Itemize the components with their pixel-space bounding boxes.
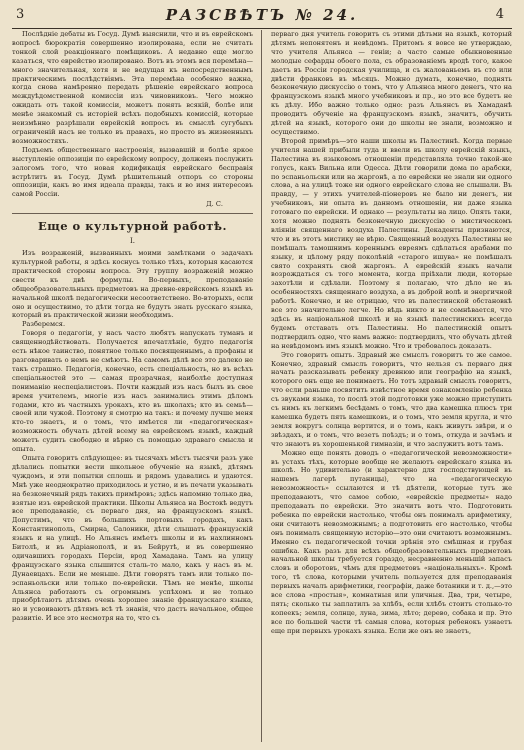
intro-paragraph: Послѣдніе дебаты въ Госуд. Думѣ выяснили, что и въ еврейскомъ вопросѣ бюрократія совершенно изолирована, если не считать тонкой слой реакціоннаго помѣщиковъ. А недавно еще могло казаться, что еврейство изолировано. Вотъ въ этомъ вся перемѣна—много значительная, хотя и не ведущая къ непосредственнымъ практическимъ послѣдствіямъ. Эта перемѣна особенно важна, когда снова намѣренно передать рѣшеніе еврейскаго вопроса междуѣдомственной комиссіи изъ чиновниковъ. Чего можно ожидать отъ такой комиссіи, можетъ понять всякій, болѣе или менѣе знакомый съ исторіей всѣхъ подобныхъ комиссій, которые неизмѣнно разрѣшали еврейскій вопросъ въ смыслѣ сугубыхъ ограниченій насъ не только въ правахъ, но просто въ жизненныхъ возможностяхъ. bbox=[12, 30, 253, 145]
section-separator bbox=[12, 213, 253, 214]
columns bbox=[12, 30, 512, 636]
body-paragraph: Говоря о педагогіи, у насъ часто любятъ напускать туманъ и священнодѣйствовать. Получается впечатлѣніе, будто педагогія есть нѣкое таинство, понятное только посвященнымъ, а профаны и разговаривать о немъ не смѣютъ. На самомъ дѣлѣ все это далеко не такъ страшно. Педагогія, конечно, есть спеціальность, но въ всѣхъ спеціальностей это — самая прозрачная, наиболѣе доступная пониманію неспеціалистовъ. Почти каждый изъ насъ былъ въ свое время учителемъ, многіе изъ насъ занимались этимъ дѣломъ годами, кто въ частныхъ урокахъ, кто въ школахъ; кто въ семьѣ—своей или чужой. Поэтому я смотрю на такъ: и почему лучше меня кто-то знаетъ, и о томъ, что имѣется ли «педагогическая» возможность обучать дѣтей всему на еврейскомъ языкѣ, каждый можетъ судить свободно и вѣрно съ помощью здраваго смысла и опыта. bbox=[12, 329, 253, 454]
body-paragraph: Опыта говоритъ слѣдующее: въ тысячахъ мѣстъ тысячи разъ уже дѣлались попытки вести школьное обученіе на языкѣ, дѣтямъ чуждомъ, и эти попытки сплошь и рядомъ удавались и удаются. Мнѣ уже неоднократно приходилось и устно, и въ печати указывать на безконечный рядъ такихъ примѣровъ; здѣсь напомню только два, взятые изъ еврейской практики. Школы Альянса на Востокѣ ведутъ все преподаваніе, съ перваго дня, на французскомъ языкѣ. Допустимъ, что въ большихъ портовыхъ городахъ, какъ Константинополь, Смирна, Салоники, дѣти слышатъ французскій языкъ и на улицѣ. Но Альянсъ имѣетъ школы и въ нахлинномъ Битолѣ, и въ Адріанополѣ, и въ Бейрутѣ, и въ совершенно одичавшихъ городахъ Персіи, врод Хамадана. Тамъ на улицу французскаго языка слышится сталь-то мало, какъ у насъ въ м. Дунаевцахъ. Если не меньше. Дѣти говорятъ тамъ или только по-эспаньольски или только по-еврейски. Тѣмъ не менѣе, школы Альянса работаютъ съ огромнымъ успѣхомъ и не только приобрѣтаютъ дѣтямъ очень хорошее знаніе французскаго языка, но и усвоиваютъ дѣтямъ всѣ тѣ знанія, что дастъ начальное, общее развитіе. И все это несмотря на то, что съ bbox=[12, 453, 253, 623]
intro-paragraph: Подъемъ общественнаго настроенія, вызвавшій и болѣе яркое выступленіе оппозиціи по еврейскому вопросу, долженъ послужить залогомъ того, что новая кодификація еврейскаго бесправія встрѣтитъ въ Госуд. Думѣ рѣшительный отпоръ со стороны оппозиціи, какъ во имя идеала правды, такъ и во имя интересовъ самой Россіи. bbox=[12, 145, 253, 199]
body-paragraph: перваго дня учитель говоритъ съ этими дѣтьми на языкѣ, который дѣтямъ непонятенъ и невѣдомъ. Притомъ я вовсе не утверждаю, что учителя Альянса — геніи; а часто самые обыкновенные молодые сефарды обоего пола, съ образованіемъ вродѣ того, какое даетъ въ Россіи городская училища, и съ жалованьемъ въ сто или двѣсти франковъ въ мѣсяцъ. Можно думать, конечно, поднять безконечную дискуссію о томъ, что у Альянса много денегъ, что на французскомъ языкѣ много учебниковъ и пр., но это все будетъ не къ дѣлу. Ибо важно только одно: разъ Альянсъ въ Хамаданѣ проводитъ обученіе на французскомъ языкѣ, значитъ, обучить дѣтей на языкѣ, которого они до школы не знали, возможно и осуществимо. bbox=[271, 30, 512, 136]
author-signature: Д. С. bbox=[206, 200, 223, 209]
page-header bbox=[12, 6, 512, 29]
left-column bbox=[12, 30, 253, 636]
section-number: I. bbox=[130, 237, 135, 246]
body-paragraph: Разберемся. bbox=[22, 320, 66, 329]
body-paragraph: Можно еще понять доводъ о «педагогической невозможности» въ устахъ тѣхъ, которые вообще не желаютъ еврейскаго языка въ школѣ. Но удивительно (и характерно для господствующей въ нашемъ лагерѣ путаницы), что на «педагогическую невозможность» ссылаются и тѣ дѣятели, которые тутъ же преподаваютъ, что самое собою, «еврейскіе предметы» надо преподавать по еврейски. Это значитъ вотъ что. Подготовить ребенка по еврейски настолько, чтобы онъ понималъ арифметику, они считаютъ невозможнымъ; а подготовить его настолько, чтобы онъ понималъ священную исторію—это они считаютъ возможнымъ. Именно съ педагогической точки зрѣнія это смѣшная и грубая ошибка. Какъ разъ для всѣхъ общеобразовательныхъ предметовъ начальной школы требуется гораздо, несравненно меньшій запасъ словъ и оборотовъ, чѣмъ для предметовъ «національныхъ». Кромѣ того, тѣ слова, которыми учитель пользуется для преподаванія первыхъ началъ арифметики, географіи, даже ботаники и т. д.,—это все слова «простыя», комнатныя или уличныя. Два, три, четыре, пять; сколько ты заплатилъ за хлѣбъ, если хлѣбъ стоитъ столько-то копеекъ; земля, солнце, луна, зима, лѣто; дерево, собака и пр. Это все по большей части тѣ самыя слова, которыя ребенокъ узнаетъ еще при первыхъ урокахъ языка. Если же онъ не знаетъ, bbox=[271, 448, 512, 635]
newspaper-title: РАЗСВѢТЪ № 24. bbox=[165, 6, 359, 24]
body-paragraph: Это говоритъ опытъ. Здравый же смыслъ говоритъ то же самое. Конечно, здравый смыслъ говоритъ, что нельзя съ перваго дня начать разсказывать ребенку древнюю или географію на языкѣ, которого онъ еще не понимаетъ. Но тотъ здравый смыслъ говоритъ, что если раньше посвятить извѣстное время ознакомленію ребенка съ звуками языка, то послѣ этой подготовки уже можно приступить съ нимъ къ легкимъ бесѣдамъ о томъ, что два камешка плюсъ три камешка будетъ пять камешковъ, и о томъ, что земля кругла, и что земля вокругъ солнца вертится, и о томъ, какъ живутъ звѣри, и о звѣздахъ, и о томъ, что везетъ поѣздъ; и о томъ, откуда и зачѣмъ и что знаютъ въ хорошенькой гимназіи, и что заслужитъ вотъ тамъ. bbox=[271, 350, 512, 448]
article-title: Еще о культурной работѣ. bbox=[38, 219, 227, 234]
right-column bbox=[271, 30, 512, 636]
page-number-right: 4 bbox=[495, 7, 504, 22]
body-paragraph: Второй примѣръ—это наши школы въ Палестинѣ. Когда первые учителя нашей прибыли туда и ввели въ школу еврейскій языкъ, Палестина въ языковомъ отношеніи представляла точно такой-же голусъ, какъ Вильна или Одесса. Дѣти говорили дома по арабски, по эспаньольски или на жаргонѣ, а по еврейски не знали ни одного слова, а на улицѣ тоже ни одного еврейскаго слова не слышали. Въ правду, — у этихъ учителей-піонеровъ не было ни денегъ, ни учебниковъ, ни опыта въ данномъ отношеніи, ни даже языка готоваго по еврейски. И однако — результаты на лицо. Опять таки, хотя можно поднять безконечную дискуссію о мистическомъ вліяніи священнаго воздуха Палестины. Декаденты признаются, что и въ этотъ мистику не вѣрю. Священный воздухъ Палестины не помѣшалъ тамошнимъ кореннымъ евреямъ сдѣлаться арабами по языку, и цѣлому ряду поколѣній «старого ишува» не помѣшалъ свято сохранять свой жаргонъ. А еврейскій языкъ начали возрождаться съ того момента, когда пріѣхали люди, которые захотѣли и сдѣлали. Поэтому я полагаю, что дѣло не въ особенностяхъ священнаго воздуха, а въ доброй волѣ и энергичной работѣ. Конечно, и не отрицаю, что въ палестинской обстановкѣ все это значительно легче. Но вѣдь никто и не сомнѣвается, что здѣсь въ національной школѣ и на языкѣ палестинскихъ всегда будемъ отставать отъ Палестины. Но палестинскій опытъ подтвердилъ одно, что намъ важно: подтвердилъ, что обучать дѣтей на невѣдомомъ имъ языкѣ можно. Что и требовалось доказать. bbox=[271, 136, 512, 350]
body-paragraph: Изъ возраженій, вызванныхъ моими замѣтками о задачахъ культурной работы, я здѣсь коснусь только тѣхъ, которыя касаются практической стороны вопроса. Эту группу возраженій можно свести къ двѣ формулы. Во-первыхъ, преподаваніе общеобразовательныхъ предметовъ на древне-еврейскомъ языкѣ въ начальной школѣ педагогически несоответствено. Во-вторыхъ, если оно и осуществимо, то дѣти тогда не будутъ знать русскаго языка, который въ практической жизни необходимъ. bbox=[12, 249, 253, 320]
page-number-left: 3 bbox=[16, 7, 25, 22]
